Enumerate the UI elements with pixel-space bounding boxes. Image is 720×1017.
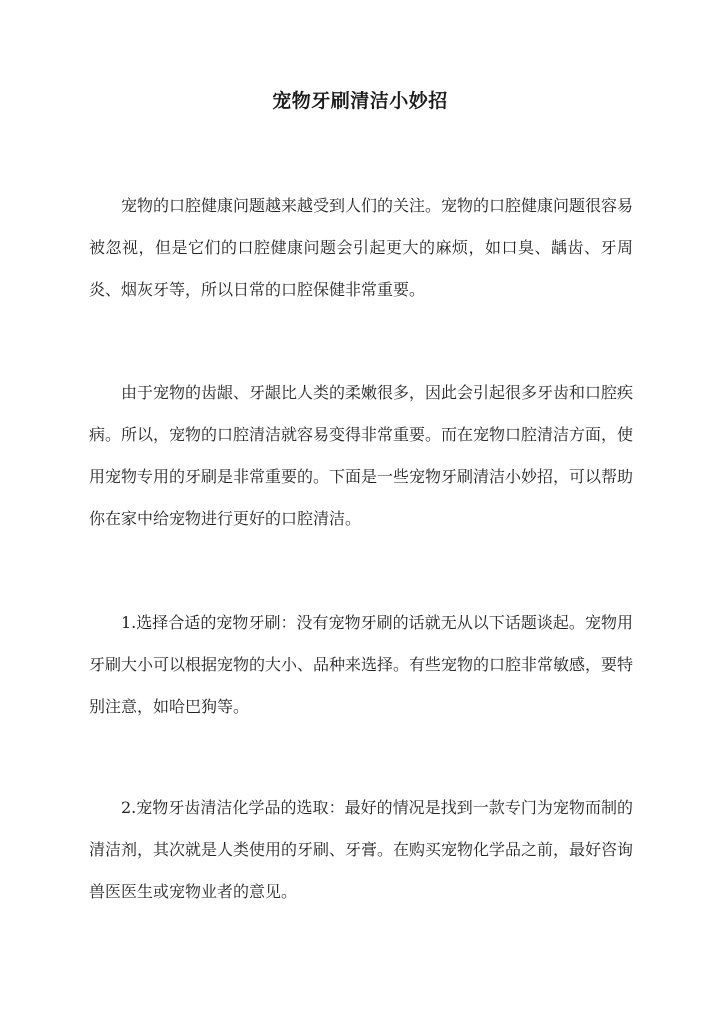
document-title: 宠物牙刷清洁小妙招 bbox=[272, 90, 448, 112]
paragraph-tip-2: 2.宠物牙齿清洁化学品的选取：最好的情况是找到一款专门为宠物而制的清洁剂，其次就是人类使用的牙刷、牙膏。在购买宠物化学品之前，最好咨询兽医医生或宠物业者的意见。 bbox=[89, 798, 634, 901]
paragraph-tip-1: 1.选择合适的宠物牙刷：没有宠物牙刷的话就无从以下话题谈起。宠物用牙刷大小可以根据宠物的大小、品种来选择。有些宠物的口腔非常敏感，要特别注意，如哈巴狗等。 bbox=[89, 613, 634, 716]
paragraph-intro: 宠物的口腔健康问题越来越受到人们的关注。宠物的口腔健康问题很容易被忽视，但是它们的口腔健康问题会引起更大的麻烦，如口臭、龋齿、牙周炎、烟灰牙等，所以日常的口腔保健非常重要。 bbox=[89, 196, 634, 299]
paragraph-background: 由于宠物的齿龈、牙龈比人类的柔嫩很多，因此会引起很多牙齿和口腔疾病。所以，宠物的口腔清洁就容易变得非常重要。而在宠物口腔清洁方面，使用宠物专用的牙刷是非常重要的。下面是一些宠物牙刷清洁小妙招，可以帮助你在家中给宠物进行更好的口腔清洁。 bbox=[89, 383, 634, 528]
